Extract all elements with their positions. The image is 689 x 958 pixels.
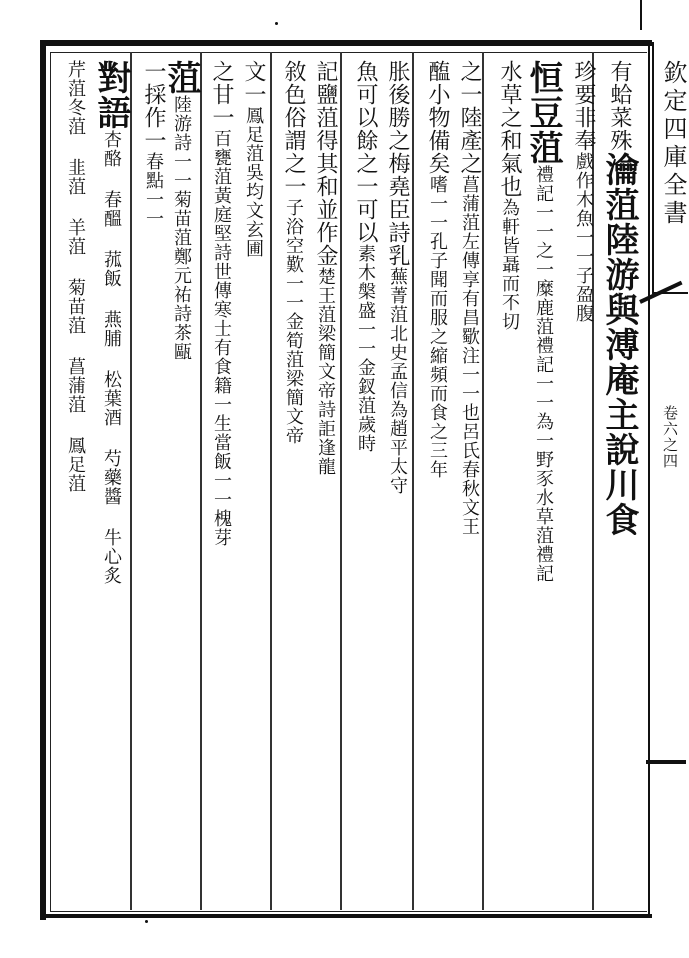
column-body: 戲作木魚一一子盈腹 (573, 152, 594, 323)
margin-block (646, 760, 686, 764)
text-column-12 (204, 60, 238, 547)
column-head: 記鹽菹得其和並作金 (313, 60, 338, 267)
column-body: 陸游詩一一菊苗菹鄭元祐詩茶甌 (171, 95, 192, 361)
column-body: 蕪菁菹北史孟信為趙平太守 (387, 267, 408, 495)
text-column-2 (566, 60, 600, 323)
column-body: 瀹菹陸游與溥庵主說川食 (599, 152, 639, 537)
column-body: 禮記一一之一糜鹿菹禮記一一為一野豕水草菹禮記 (533, 165, 554, 583)
column-body: 春點一一 (143, 152, 164, 228)
column-head: 胀後勝之梅堯臣詩乳 (385, 60, 410, 267)
text-column-16 (58, 60, 92, 493)
column-head: 芹菹 (65, 60, 86, 98)
header-tab-text: 欽定四庫全書 (659, 60, 687, 228)
column-head: 敘色俗謂之一 (281, 60, 306, 198)
column-body: 楚王菹梁簡文帝詩詎逢龍 (315, 267, 336, 476)
column-rule (270, 52, 272, 910)
column-rule (130, 52, 132, 910)
text-column-11 (236, 60, 270, 258)
text-column-4 (492, 60, 526, 331)
column-head: 菹 (161, 60, 201, 95)
column-head: 恒豆菹 (523, 60, 563, 165)
column-head: 之甘一 (209, 60, 234, 129)
text-column-10 (276, 60, 310, 445)
column-head: 醢小物備矣 (425, 60, 450, 175)
frame-top-border (40, 40, 652, 46)
column-head: 對語 (91, 60, 131, 130)
text-column-14 (136, 60, 170, 228)
text-column-9 (308, 60, 342, 476)
text-column-5 (452, 60, 486, 536)
text-column-15 (91, 60, 131, 585)
frame-bottom-border (40, 914, 652, 918)
column-head: 之一陸產之 (457, 60, 482, 175)
ink-speck (145, 920, 148, 923)
column-rule (200, 52, 202, 910)
column-body: 為軒皆聶而不切 (499, 198, 520, 331)
column-head: 珍要非奉 (571, 60, 596, 152)
text-column-7 (380, 60, 414, 495)
column-head: 有蛤菜殊 (607, 60, 632, 152)
column-body: 杏酪 春醞 菰飯 燕脯 松葉酒 芍藥醬 牛心炙 (101, 130, 122, 585)
column-body: 子浴空歎一一金筍菹梁簡文帝 (283, 198, 304, 445)
text-column-1 (599, 60, 639, 537)
column-head: 一採作一 (141, 60, 166, 152)
column-body: 嗜一一孔子聞而服之縮頻而食之三年 (427, 175, 448, 479)
corner-mark (640, 0, 642, 30)
column-body: 百甕菹黃庭堅詩世傳寒士有食籍一生當飯一一槐芽 (211, 129, 232, 547)
column-head: 文一 (241, 60, 266, 106)
column-body: 冬菹 韭菹 羊菹 菊苗菹 菖蒲菹 鳳足菹 (65, 98, 86, 493)
text-column-8 (348, 60, 382, 453)
text-column-3 (523, 60, 563, 583)
column-body: 菖蒲菹左傳享有昌歜注一一也呂氏春秋文王 (459, 175, 480, 536)
text-column-6 (420, 60, 454, 479)
column-body: 素木槃盛一一金釵菹歲時 (355, 244, 376, 453)
column-head: 魚可以餘之一可以 (353, 60, 378, 244)
ink-speck (275, 22, 278, 25)
frame-left-border (40, 40, 46, 920)
margin-rule (648, 40, 650, 918)
column-body: 鳳足菹吳均文玄圃 (243, 106, 264, 258)
volume-label: 卷六之四 (661, 405, 679, 469)
column-head: 水草之和氣也 (497, 60, 522, 198)
